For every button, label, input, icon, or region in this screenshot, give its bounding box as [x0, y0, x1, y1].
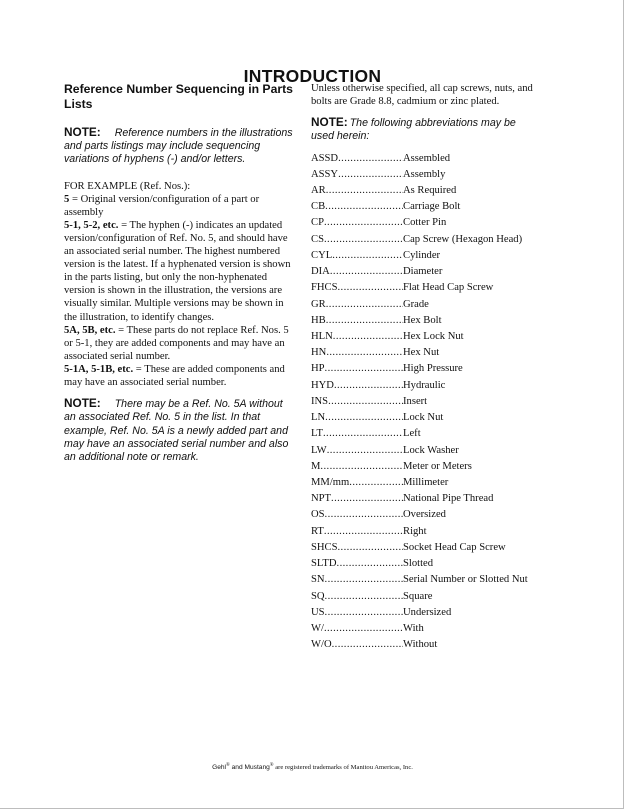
dot-leader: [323, 426, 403, 442]
dot-leader: [325, 199, 403, 215]
example-item-4: [64, 363, 296, 389]
abbreviation-meaning: Meter or Meters: [403, 460, 472, 472]
abbreviation-code: RT: [311, 525, 324, 537]
abbreviation-code: CYL: [311, 249, 333, 261]
abbreviation-row: [311, 426, 541, 442]
abbreviation-row: [311, 394, 541, 410]
section-heading: Reference Number Sequencing in Parts Lists: [64, 82, 293, 111]
abbreviation-meaning: Carriage Bolt: [403, 201, 461, 213]
abbreviation-code: ASSY: [311, 168, 339, 180]
abbreviation-row: [311, 410, 541, 426]
abbreviation-code: SHCS: [311, 541, 338, 553]
abbreviation-row: [311, 248, 541, 264]
abbreviation-code-cell: [311, 183, 403, 199]
abbreviation-code-cell: [311, 491, 403, 507]
abbreviation-row: [311, 572, 541, 588]
abbreviation-code: SQ: [311, 590, 325, 602]
note-text: Reference numbers in the illustrations and parts listings may include sequencing variations of hyphens (-) and/or letters.: [64, 127, 293, 166]
abbreviation-meaning: Lock Washer: [403, 444, 459, 456]
dot-leader: [325, 605, 403, 621]
abbreviation-code: MM/mm: [311, 476, 350, 488]
abbreviation-code: M: [311, 460, 321, 472]
dot-leader: [326, 313, 403, 329]
abbreviation-row: [311, 167, 541, 183]
abbreviation-meaning: Undersized: [403, 606, 452, 618]
dot-leader: [337, 556, 403, 572]
dot-leader: [326, 345, 403, 361]
abbreviation-row: [311, 524, 541, 540]
note-reference-numbers: [64, 126, 296, 167]
abbreviation-meaning: Insert: [403, 395, 428, 407]
abbreviation-code-cell: [311, 572, 403, 588]
abbreviation-code-cell: [311, 248, 403, 264]
abbreviation-code-cell: [311, 589, 403, 605]
dot-leader: [320, 459, 403, 475]
abbreviation-meaning: Oversized: [403, 509, 446, 521]
abbreviation-code-cell: [311, 540, 403, 556]
abbreviation-code: SN: [311, 574, 325, 586]
note-label: NOTE:: [64, 125, 101, 139]
abbreviation-row: [311, 151, 541, 167]
abbreviation-meaning: Assembled: [403, 152, 451, 164]
abbreviation-meaning: With: [403, 622, 424, 634]
abbreviation-meaning: Grade: [403, 298, 429, 310]
abbreviation-code-cell: [311, 264, 403, 280]
dot-leader: [338, 151, 403, 167]
abbreviation-code: ASSD: [311, 152, 339, 164]
abbreviation-code: NPT: [311, 493, 332, 505]
abbreviation-row: [311, 345, 541, 361]
dot-leader: [331, 491, 403, 507]
grade-intro: Unless otherwise specified, all cap screws, nuts, and bolts are Grade 8.8, cadmium or zinc plated.: [311, 83, 533, 108]
note-abbreviations: [311, 116, 541, 143]
abbreviation-meaning: Slotted: [403, 558, 434, 570]
dot-leader: [330, 264, 403, 280]
abbreviation-code-cell: [311, 378, 403, 394]
footer-and: and: [229, 764, 245, 771]
abbreviation-row: [311, 183, 541, 199]
dot-leader: [338, 280, 404, 296]
example-item-2: [64, 219, 296, 324]
abbreviation-code: CS: [311, 233, 324, 245]
abbreviation-meaning: As Required: [403, 185, 457, 197]
abbreviation-code-cell: [311, 167, 403, 183]
example-term: 5-1, 5-2, etc.: [64, 219, 119, 231]
abbreviation-list: [311, 151, 541, 654]
example-term: 5-1A, 5-1B, etc.: [64, 363, 134, 375]
example-item-3: [64, 324, 296, 363]
abbreviation-code: AR: [311, 185, 326, 197]
example-text: = The hyphen (-) indicates an updated version/configuration of Ref. No. 5, and should have an associated serial number. The highest numbered version is the latest. If a hyphenated version is shown in the parts listing, but only the non-hyphenated version is shown in the illustration, the versions are visually similar. Multiple versions may be shown in the illustration, to identify changes.: [64, 219, 291, 323]
abbreviation-code-cell: [311, 199, 403, 215]
abbreviation-code: W/: [311, 622, 324, 634]
abbreviation-row: [311, 605, 541, 621]
abbreviation-code: CB: [311, 201, 326, 213]
abbreviation-row: [311, 491, 541, 507]
abbreviation-code-cell: [311, 475, 403, 491]
dot-leader: [325, 507, 403, 523]
example-item-1: [64, 193, 296, 219]
footer-rest: are registered trademarks of Manitou Americas, Inc.: [273, 764, 413, 771]
abbreviation-row: [311, 264, 541, 280]
abbreviation-code-cell: [311, 507, 403, 523]
dot-leader: [338, 540, 404, 556]
abbreviation-code-cell: [311, 621, 403, 637]
abbreviation-code-cell: [311, 329, 403, 345]
abbreviation-code-cell: [311, 313, 403, 329]
dot-leader: [326, 297, 403, 313]
abbreviation-code: W/O: [311, 639, 332, 651]
abbreviation-code: GR: [311, 298, 326, 310]
abbreviation-code: INS: [311, 395, 329, 407]
note-ref-5a: [64, 397, 296, 464]
dot-leader: [328, 394, 403, 410]
abbreviation-meaning: Hex Nut: [403, 347, 440, 359]
abbreviation-code: HLN: [311, 331, 333, 342]
abbreviation-row: [311, 313, 541, 329]
abbreviation-meaning: Diameter: [403, 266, 443, 278]
abbreviation-code-cell: [311, 232, 403, 248]
abbreviation-row: [311, 215, 541, 231]
abbreviation-code: LW: [311, 444, 327, 456]
abbreviation-row: [311, 621, 541, 637]
abbreviation-code: DIA: [311, 266, 330, 278]
dot-leader: [349, 475, 403, 491]
abbreviation-meaning: Assembly: [403, 168, 446, 180]
abbreviation-code-cell: [311, 280, 403, 296]
note-label: NOTE:: [64, 396, 101, 411]
for-example-label: FOR EXAMPLE (Ref. Nos.):: [64, 180, 191, 192]
abbreviation-meaning: Flat Head Cap Screw: [403, 282, 494, 294]
dot-leader: [324, 621, 403, 637]
abbreviation-row: [311, 459, 541, 475]
abbreviation-code-cell: [311, 524, 403, 540]
abbreviation-row: [311, 556, 541, 572]
dot-leader: [325, 410, 403, 426]
abbreviation-row: [311, 443, 541, 459]
abbreviation-code-cell: [311, 410, 403, 426]
abbreviation-meaning: Hex Bolt: [403, 314, 442, 326]
left-column: [64, 82, 296, 464]
dot-leader: [324, 215, 403, 231]
abbreviation-code: HP: [311, 363, 325, 375]
abbreviation-meaning: Cylinder: [403, 249, 441, 261]
abbreviation-code: LN: [311, 412, 326, 424]
right-column: [311, 82, 541, 653]
example-term: 5A, 5B, etc.: [64, 324, 116, 336]
abbreviation-code: HN: [311, 347, 327, 359]
trademark-footer: [0, 764, 625, 771]
abbreviation-code-cell: [311, 297, 403, 313]
dot-leader: [332, 637, 403, 653]
abbreviation-meaning: Serial Number or Slotted Nut: [403, 574, 528, 586]
abbreviation-row: [311, 280, 541, 296]
dot-leader: [332, 248, 403, 264]
abbreviation-code: OS: [311, 509, 325, 521]
abbreviation-code: CP: [311, 217, 324, 229]
abbreviation-code-cell: [311, 426, 403, 442]
abbreviation-code: HYD: [311, 379, 334, 391]
abbreviation-meaning: Lock Nut: [403, 412, 444, 424]
abbreviation-row: [311, 589, 541, 605]
abbreviation-row: [311, 361, 541, 377]
dot-leader: [324, 524, 403, 540]
abbreviation-code-cell: [311, 459, 403, 475]
dot-leader: [325, 361, 403, 377]
abbreviation-code: US: [311, 606, 325, 618]
registered-mark: ®: [226, 762, 230, 768]
dot-leader: [333, 329, 403, 345]
abbreviation-row: [311, 329, 541, 345]
abbreviation-meaning: Left: [403, 428, 421, 440]
example-text: = These are added components and may have an associated serial number.: [64, 363, 285, 389]
dot-leader: [325, 572, 403, 588]
abbreviation-meaning: Millimeter: [403, 476, 449, 488]
example-text: = Original version/configuration of a part or assembly: [64, 193, 260, 218]
abbreviation-code-cell: [311, 637, 403, 653]
abbreviation-code-cell: [311, 151, 403, 167]
abbreviation-meaning: High Pressure: [403, 363, 463, 375]
abbreviation-row: [311, 507, 541, 523]
abbreviation-code-cell: [311, 556, 403, 572]
dot-leader: [338, 167, 403, 183]
dot-leader: [334, 378, 403, 394]
abbreviation-row: [311, 540, 541, 556]
abbreviation-code-cell: [311, 605, 403, 621]
abbreviation-meaning: Hydraulic: [403, 379, 446, 391]
abbreviation-meaning: Cap Screw (Hexagon Head): [403, 233, 523, 245]
abbreviation-code: HB: [311, 314, 326, 326]
abbreviation-code: SLTD: [311, 558, 337, 570]
note-text: There may be a Ref. No. 5A without an associated Ref. No. 5 in the list. In that example, Ref. No. 5A is a newly added part and may have an associated serial number and also an additional note or remark.: [64, 398, 289, 463]
page-title: INTRODUCTION: [243, 65, 382, 86]
abbreviation-row: [311, 232, 541, 248]
abbreviation-meaning: Right: [403, 525, 427, 537]
example-term: 5: [64, 193, 70, 205]
abbreviation-row: [311, 297, 541, 313]
dot-leader: [327, 443, 403, 459]
abbreviation-row: [311, 637, 541, 653]
dot-leader: [326, 183, 403, 199]
abbreviation-code-cell: [311, 361, 403, 377]
example-text: = These parts do not replace Ref. Nos. 5 or 5-1, they are added components and may have an associated serial number.: [64, 324, 289, 362]
abbreviation-meaning: Socket Head Cap Screw: [403, 541, 506, 553]
abbreviation-meaning: National Pipe Thread: [403, 493, 494, 505]
dot-leader: [324, 232, 403, 248]
abbreviation-code-cell: [311, 443, 403, 459]
abbreviation-row: [311, 378, 541, 394]
abbreviation-code-cell: [311, 345, 403, 361]
brand-mustang: Mustang: [244, 764, 270, 771]
abbreviation-meaning: Square: [403, 590, 433, 602]
abbreviation-meaning: Hex Lock Nut: [403, 331, 464, 342]
registered-mark: ®: [269, 762, 274, 768]
abbreviation-code-cell: [311, 215, 403, 231]
brand-gehl: Gehl: [212, 764, 226, 771]
abbreviation-row: [311, 199, 541, 215]
abbreviation-code: FHCS: [311, 282, 338, 294]
abbreviation-meaning: Without: [403, 639, 438, 651]
abbreviation-meaning: Cotter Pin: [403, 217, 447, 229]
note-label: NOTE:: [311, 115, 348, 130]
abbreviation-code-cell: [311, 394, 403, 410]
abbreviation-row: [311, 475, 541, 491]
dot-leader: [325, 589, 403, 605]
note-text: The following abbreviations may be used herein:: [311, 117, 516, 143]
abbreviation-code: LT: [311, 428, 323, 440]
